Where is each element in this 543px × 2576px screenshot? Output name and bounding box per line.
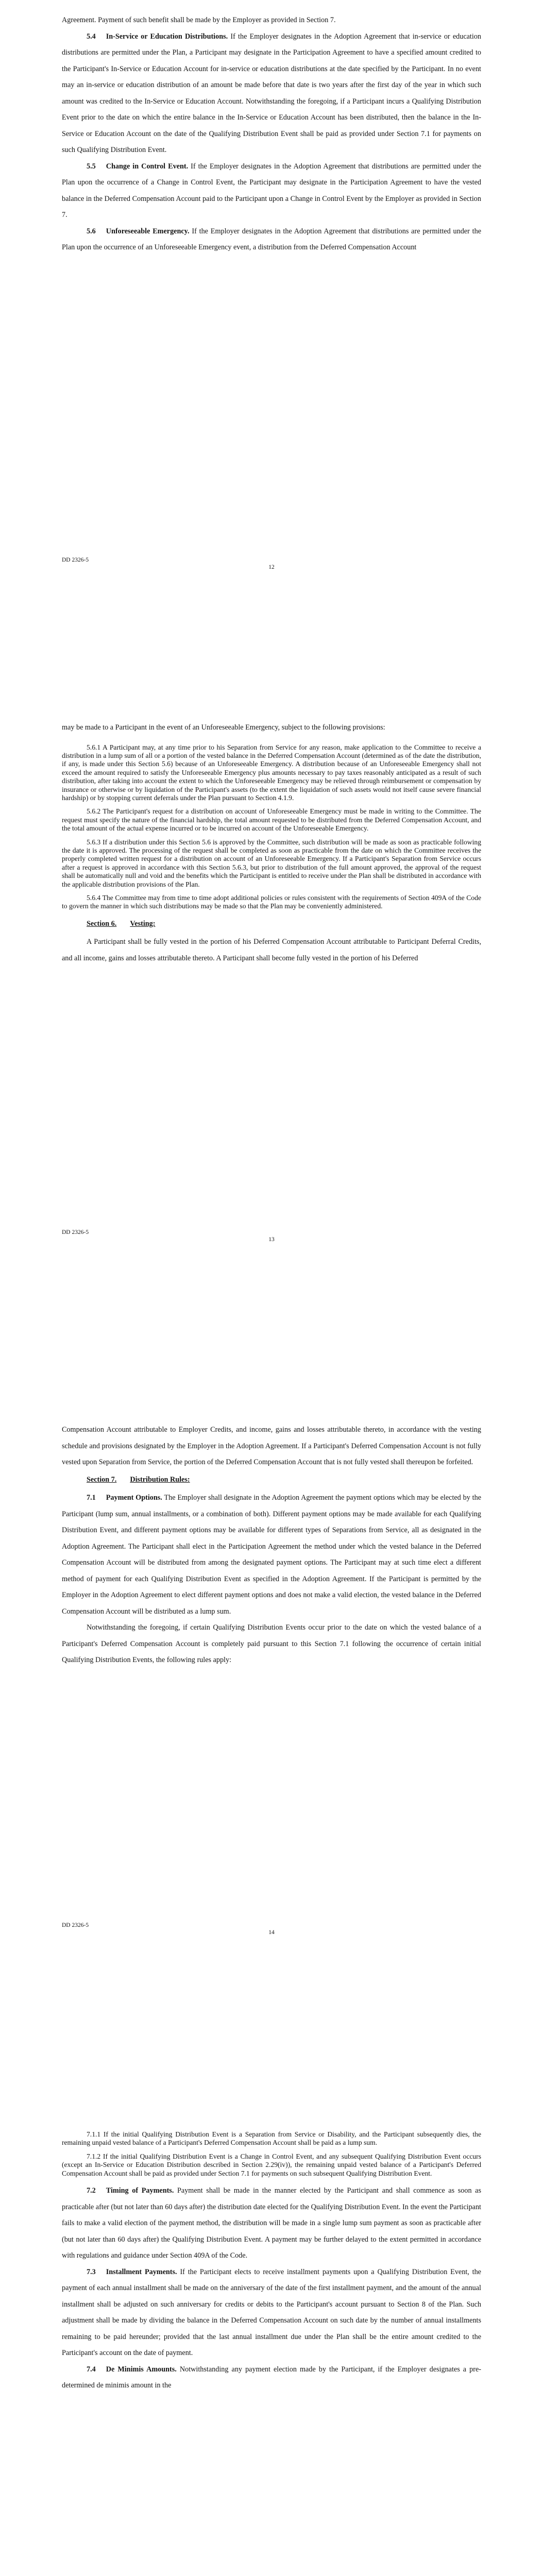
section-title: Change in Control Event. bbox=[106, 162, 189, 171]
section-number: 5.5 bbox=[87, 162, 96, 171]
section-number: 5.4 bbox=[87, 32, 96, 41]
section-5-5 bbox=[62, 159, 481, 224]
subsection-7-1-2: 7.1.2 If the initial Qualifying Distribution Event is a Change in Control Event, and any subsequent Qualifying Distribution Event occurs (except an In-Service or Education Distribution described in Section 2.29(iv)), the remaining unpaid vested balance of a Participant's Deferred Compensation Account shall be paid as provided under Section 7.1 for payments on such subsequent Qualifying Distribution Event. bbox=[62, 2152, 481, 2177]
document-code: DD 2326-5 bbox=[62, 557, 89, 563]
section-number: 5.6 bbox=[87, 227, 96, 235]
page-15 bbox=[0, 2110, 543, 2576]
page-number: 12 bbox=[268, 564, 275, 570]
section-body: Payment shall be made in the manner elected by the Participant and shall commence as soon as practicable after (but not later than 60 days after) the distribution date elected for the Qualifying Distribution Event. In the event the Participant fails to make a valid election of the payment method, the distribution will be made in a single lump sum payment as soon as practicable after (but not later than 60 days after) the Qualifying Distribution Event. A payment may be further delayed to the extent permitted in accordance with regulations and guidance under Section 409A of the Code. bbox=[62, 2187, 481, 2260]
section-title: Payment Options. bbox=[106, 1494, 162, 1502]
section-6-heading bbox=[87, 916, 481, 933]
paragraph: Compensation Account attributable to Employer Credits, and income, gains and losses attributable thereto, in accordance with the vesting schedule and provisions designated by the Employer in the Adoption Agreement. If a Participant's Deferred Compensation Account is not fully vested upon Separation from Service, the portion of the Deferred Compensation Account that is not fully vested shall thereupon be forfeited. bbox=[62, 1426, 481, 1466]
section-title: Timing of Payments. bbox=[106, 2187, 174, 2195]
section-body: The Employer shall designate in the Adoption Agreement the payment options which may be elected by the Participant (lump sum, annual installments, or a combination of both). Different payment options may be made available for each Qualifying Distribution Event, and different payment options may be available for different types of Separations from Service, all as designated in the Adoption Agreement. The Participant shall elect in the Participation Agreement the method under which the vested balance in the Deferred Compensation Account will be distributed from among the designated payment options. The Participant may at such time elect a different method of payment for each Qualifying Distribution Event as specified in the Adoption Agreement. If the Participant is permitted by the Employer in the Adoption Agreement to elect different payment options and does not make a valid election, the vested balance in the Deferred Compensation Account will be distributed as a lump sum. bbox=[62, 1494, 482, 1616]
section-title: De Minimis Amounts. bbox=[106, 2365, 177, 2374]
section-5-4 bbox=[62, 29, 481, 159]
section-title: Distribution Rules: bbox=[130, 1475, 190, 1484]
section-number: 7.2 bbox=[87, 2187, 96, 2195]
section-body: Notwithstanding any payment election made by the Participant, if the Employer designates a pre-determined de minimis amount in the bbox=[62, 2365, 482, 2390]
section-7-1 bbox=[62, 1490, 481, 1620]
page-13 bbox=[0, 703, 543, 1406]
subsection-5-6-2: 5.6.2 The Participant's request for a distribution on account of Unforeseeable Emergency must be made in writing to the Committee. The request must specify the nature of the financial hardship, the total amount requested to be distributed from the Deferred Compensation Account, and the total amount of the actual expense incurred or to be incurred on account of the Unforeseeable Emergency. bbox=[62, 807, 481, 833]
section-body: If the Employer designates in the Adoption Agreement that distributions are permitted under the Plan upon the occurrence of an Unforeseeable Emergency event, a distribution from the Deferred Compensation Account bbox=[62, 227, 481, 251]
section-title: Unforeseeable Emergency. bbox=[106, 227, 190, 235]
section-title: In-Service or Education Distributions. bbox=[106, 32, 228, 41]
subsection-5-6-3: 5.6.3 If a distribution under this Section 5.6 is approved by the Committee, such distribution will be made as soon as practicable following the date it is approved. The processing of the request shall be completed as soon as practicable from the date on which the Committee receives the properly completed written request for a distribution on account of an Unforeseeable Emergency. If a Participant's Separation from Service occurs after a request is approved in accordance with this Section 5.6.3, but prior to distribution of the full amount approved, the approval of the request shall be automatically null and void and the benefits which the Participant is entitled to receive under the Plan shall be distributed in accordance with the applicable distribution provisions of the Plan. bbox=[62, 838, 481, 888]
page-number: 13 bbox=[268, 1236, 275, 1243]
section-5-6 bbox=[62, 224, 481, 256]
section-body: If the Employer designates in the Adoption Agreement that distributions are permitted under the Plan upon the occurrence of a Change in Control Event, the Participant may designate in the Participation Agreement to have the vested balance in the Deferred Compensation Account paid to the Participant upon a Change in Control Event by the Employer as provided in Section 7. bbox=[62, 162, 482, 219]
subsection-7-1-1: 7.1.1 If the initial Qualifying Distribution Event is a Separation from Service or Disability, and the Participant subsequently dies, the remaining unpaid vested balance of a Participant's Deferred Compensation Account shall be paid as a lump sum. bbox=[62, 2130, 481, 2147]
section-number: 7.4 bbox=[87, 2365, 96, 2374]
section-title: Installment Payments. bbox=[106, 2267, 177, 2276]
document-code: DD 2326-5 bbox=[62, 1229, 89, 1235]
section-number: Section 7. bbox=[87, 1475, 117, 1484]
page-14 bbox=[0, 1406, 543, 2110]
section-7-3 bbox=[62, 2264, 481, 2362]
section-title: Vesting: bbox=[130, 919, 156, 928]
paragraph: Notwithstanding the foregoing, if certain Qualifying Distribution Events occur prior to the date on which the vested balance of a Participant's Deferred Compensation Account is completely paid pursuant to this Section 7.1 following the occurrence of certain initial Qualifying Distribution Events, the following rules apply: bbox=[62, 1623, 481, 1664]
paragraph: A Participant shall be fully vested in the portion of his Deferred Compensation Account attributable to Participant Deferral Credits, and all income, gains and losses attributable thereto. A Participant shall become fully vested in the portion of his Deferred bbox=[62, 938, 481, 962]
paragraph: Agreement. Payment of such benefit shall be made by the Employer as provided in Section 7. bbox=[62, 16, 336, 24]
section-number: 7.3 bbox=[87, 2267, 96, 2276]
paragraph: may be made to a Participant in the event of an Unforeseeable Emergency, subject to the following provisions: bbox=[62, 723, 385, 732]
page-number: 14 bbox=[268, 1929, 275, 1936]
page-12 bbox=[0, 0, 543, 703]
section-7-2 bbox=[62, 2183, 481, 2264]
subsection-5-6-4: 5.6.4 The Committee may from time to time adopt additional policies or rules consistent with the requirements of Section 409A of the Code to govern the manner in which such distributions may be made so that the Plan may be conveniently administered. bbox=[62, 894, 481, 910]
section-body: If the Participant elects to receive installment payments upon a Qualifying Distribution Event, the payment of each annual installment shall be made on the anniversary of the date of the first installment payment, and the amount of the annual installment shall be adjusted on such anniversary for credits or debits to the Participant's account pursuant to Section 8 of the Plan. Such adjustment shall be made by dividing the balance in the Deferred Compensation Account on such date by the number of annual installments remaining to be paid hereunder; provided that the last annual installment due under the Plan shall be the entire amount credited to the Participant's account on the date of payment. bbox=[62, 2267, 481, 2358]
section-number: 7.1 bbox=[87, 1494, 96, 1502]
document-code: DD 2326-5 bbox=[62, 1922, 89, 1928]
section-number: Section 6. bbox=[87, 919, 117, 928]
section-7-4 bbox=[62, 2362, 481, 2394]
section-7-heading bbox=[87, 1472, 481, 1488]
subsection-5-6-1: 5.6.1 A Participant may, at any time prior to his Separation from Service for any reason, make application to the Committee to receive a distribution in a lump sum of all or a portion of the vested balance in the Deferred Compensation Account (determined as of the date the distribution, if any, is made under this Section 5.6) because of an Unforeseeable Emergency. A distribution because of an Unforeseeable Emergency shall not exceed the amount required to satisfy the Unforeseeable Emergency plus amounts necessary to pay taxes reasonably anticipated as a result of such distribution, after taking into account the extent to which the Unforeseeable Emergency may be relieved through reimbursement or compensation by insurance or otherwise or by liquidation of the Participant's assets (to the extent the liquidation of such assets would not itself cause severe financial hardship) or by stopping current deferrals under the Plan pursuant to Section 4.1.9. bbox=[62, 743, 481, 802]
section-body: If the Employer designates in the Adoption Agreement that in-service or education distributions are permitted under the Plan, a Participant may designate in the Participation Agreement to have a specified amount credited to the Participant's In-Service or Education Account for in-service or education distributions at the date specified by the Participant. In no event may an in-service or education distribution of an amount be made before that date is two years after the first day of the year in which such amount was credited to the In-Service or Education Account. Notwithstanding the foregoing, if a Participant incurs a Qualifying Distribution Event prior to the date on which the entire balance in the In-Service or Education Account has been distributed, then the balance in the In-Service or Education Account on the date of the Qualifying Distribution Event shall be paid as provided under Section 7.1 for payments on such Qualifying Distribution Event. bbox=[62, 32, 482, 154]
